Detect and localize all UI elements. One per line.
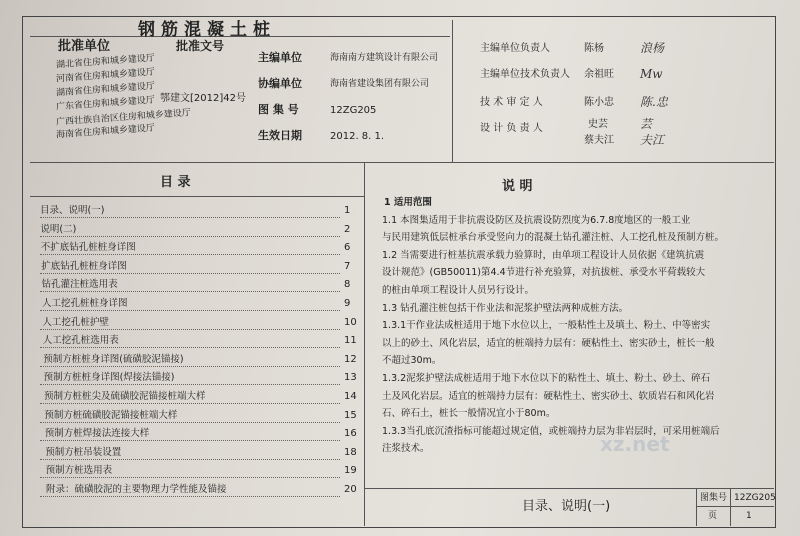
toc-header-rule	[30, 196, 364, 197]
titleblock-atlas-number: 12ZG205	[734, 493, 776, 503]
toc-leader-line	[40, 403, 340, 404]
notes-line: 1.3.3当孔底沉渣指标可能超过规定值，或桩端持力层为非岩层时，可采用桩端后	[382, 425, 720, 437]
signature-chief-head: 浪杨	[640, 41, 665, 55]
toc-item-label: 预制方桩吊装设置	[45, 446, 122, 458]
notes-line: 与民用建筑低层桩承台承受竖向力的混凝土钻孔灌注桩、人工挖孔桩及预制方桩。	[382, 232, 725, 244]
approval-unit-2: 河南省住房和城乡建设厅	[55, 67, 156, 85]
titleblock-atlas-label: 图集号	[700, 493, 728, 503]
notes-line: 1.1 本图集适用于非抗震设防区及抗震设防烈度为6.7.8度地区的一般工业	[382, 214, 691, 226]
toc-item-label: 附录：硫磺胶泥的主要物理力学性能及锚接	[46, 484, 227, 495]
name-tech-head: 余祖旺	[584, 69, 614, 80]
toc-item-page: 18	[344, 446, 357, 458]
approval-unit-label: 批准单位	[58, 39, 111, 54]
toc-item-page: 11	[344, 335, 357, 347]
approval-unit-4: 广东省住房和城乡建设厅	[55, 95, 156, 113]
toc-item-label: 扩底钻孔桩桩身详图	[41, 260, 127, 272]
atlas-label: 图 集 号	[258, 103, 299, 116]
approval-docno-label: 批准文号	[176, 39, 225, 53]
toc-leader-line	[40, 477, 340, 478]
toc-item-page: 15	[344, 409, 357, 421]
body-divider	[364, 162, 365, 526]
titleblock-rule	[364, 488, 774, 489]
titleblock-divider	[696, 488, 697, 526]
notes-line: 1 适用范围	[384, 197, 432, 208]
notes-line: 的桩由单项工程设计人员另行设计。	[382, 285, 535, 296]
name-chief-head: 陈杨	[584, 43, 604, 54]
toc-item-page: 1	[344, 205, 351, 216]
toc-item-page: 2	[344, 223, 351, 235]
titleblock-page-label: 页	[708, 511, 718, 521]
toc-item-page: 14	[344, 391, 357, 402]
toc-item-page: 12	[344, 353, 357, 365]
toc-leader-line	[40, 273, 340, 274]
notes-line: 1.2 当需要进行桩基抗震承载力验算时，由单项工程设计人员依据《建筑抗震	[382, 249, 705, 261]
toc-leader-line	[40, 459, 340, 460]
toc-item-page: 9	[344, 298, 351, 309]
toc-heading: 目 录	[160, 175, 191, 190]
notes-heading: 说 明	[502, 179, 533, 194]
notes-line: 设计规范》(GB50011)第4.4节进行补充验算，对抗拔桩、承受水平荷载较大	[382, 267, 706, 279]
toc-item-label: 不扩底钻孔桩桩身详图	[40, 242, 136, 254]
toc-leader-line	[40, 310, 340, 311]
role-tech-head: 主编单位技术负责人	[480, 69, 570, 80]
toc-item-page: 8	[344, 279, 351, 291]
toc-item-label: 目录、说明(一)	[40, 205, 105, 216]
toc-item-label: 钻孔灌注桩选用表	[41, 279, 118, 291]
toc-leader-line	[40, 366, 340, 367]
signature-tech-head: Mw	[640, 67, 663, 81]
toc-leader-line	[40, 329, 340, 330]
toc-item-page: 19	[344, 465, 357, 477]
toc-item-page: 10	[344, 316, 357, 328]
toc-leader-line	[40, 236, 340, 237]
sheet-title: 目录、说明(一)	[522, 499, 611, 514]
name-designer-2: 蔡夫江	[584, 135, 614, 146]
toc-leader-line	[40, 291, 340, 292]
approval-unit-6: 海南省住房和城乡建设厅	[55, 123, 156, 141]
watermark: xz.net	[600, 432, 670, 456]
notes-line: 1.3.1干作业法成桩适用于地下水位以上，一般粘性土及填土、粉土、中等密实	[382, 320, 711, 332]
notes-line: 注浆技术。	[382, 443, 430, 455]
notes-line: 1.3.2泥浆护壁法成桩适用于地下水位以下的粘性土、填土、粉土、砂土、碎石	[382, 373, 711, 384]
toc-item-label: 预制方桩桩身详图(焊接法锚接)	[43, 372, 175, 384]
signature-reviewer: 陈.忠	[640, 95, 668, 109]
role-chief-head: 主编单位负责人	[480, 43, 550, 54]
chief-unit: 海南南方建筑设计有限公司	[330, 53, 439, 63]
toc-item-page: 13	[344, 372, 357, 384]
toc-leader-line	[40, 217, 340, 218]
toc-item-label: 人工挖孔桩桩身详图	[42, 298, 128, 309]
toc-item-page: 6	[344, 242, 351, 254]
co-unit: 海南省建设集团有限公司	[330, 79, 430, 89]
header-bottom-rule	[30, 162, 774, 163]
titleblock-divider-2	[730, 488, 731, 526]
titleblock-inner-rule	[696, 506, 774, 507]
notes-line: 土及风化岩层。适宜的桩端持力层有：硬粘性土、密实砂土、软质岩石和风化岩	[382, 390, 715, 402]
toc-item-label: 人工挖孔桩选用表	[42, 335, 119, 347]
toc-leader-line	[40, 440, 340, 441]
toc-leader-line	[40, 496, 340, 497]
effective-date: 2012. 8. 1.	[330, 131, 385, 142]
co-unit-label: 协编单位	[258, 77, 302, 90]
approval-unit-5: 广西壮族自治区住房和城乡建设厅	[55, 108, 192, 128]
name-reviewer: 陈小忠	[584, 97, 614, 108]
effective-date-label: 生效日期	[258, 129, 302, 142]
notes-line: 石、碎石土，桩长一般情况宜小于80m。	[382, 408, 556, 420]
notes-line: 1.3 钻孔灌注桩包括干作业法和泥浆护壁法两种成桩方法。	[382, 302, 629, 314]
notes-line: 不超过30m。	[382, 355, 442, 367]
chief-unit-label: 主编单位	[258, 51, 302, 64]
signature-designer-1: 芸	[640, 117, 653, 131]
name-designer-1: 史芸	[588, 119, 608, 130]
toc-item-label: 预制方桩硫磺胶泥锚接桩端大样	[44, 409, 178, 421]
toc-item-label: 预制方桩桩身详图(硫磺胶泥锚接)	[43, 353, 184, 365]
signature-designer-2: 夫江	[640, 133, 665, 147]
toc-leader-line	[40, 347, 340, 348]
toc-leader-line	[40, 254, 340, 255]
approval-unit-3: 湖南省住房和城乡建设厅	[55, 81, 156, 99]
approval-unit-1: 湖北省住房和城乡建设厅	[55, 53, 156, 71]
toc-item-label: 预制方桩选用表	[45, 465, 113, 477]
toc-item-page: 7	[344, 260, 351, 272]
drawing-title: 钢筋混凝土桩	[138, 20, 276, 40]
notes-line: 以上的砂土、风化岩层，适宜的桩端持力层有：硬粘性土、密实砂土，桩长一般	[382, 337, 715, 349]
approval-docno: 鄂建文[2012]42号	[160, 93, 246, 104]
toc-item-label: 预制方桩焊接法连接大样	[44, 428, 150, 440]
role-designer: 设 计 负 责 人	[480, 123, 543, 134]
role-reviewer: 技 术 审 定 人	[480, 97, 543, 108]
toc-item-label: 人工挖孔桩护壁	[42, 316, 109, 328]
toc-leader-line	[40, 422, 340, 423]
toc-item-page: 16	[344, 428, 357, 440]
titleblock-page-number: 1	[746, 511, 752, 521]
toc-item-label: 预制方桩桩尖及硫磺胶泥锚接桩端大样	[44, 391, 206, 402]
header-divider	[452, 20, 453, 162]
toc-item-page: 20	[344, 484, 357, 495]
toc-leader-line	[40, 384, 340, 385]
toc-item-label: 说明(二)	[40, 223, 77, 235]
atlas-number: 12ZG205	[330, 105, 377, 116]
